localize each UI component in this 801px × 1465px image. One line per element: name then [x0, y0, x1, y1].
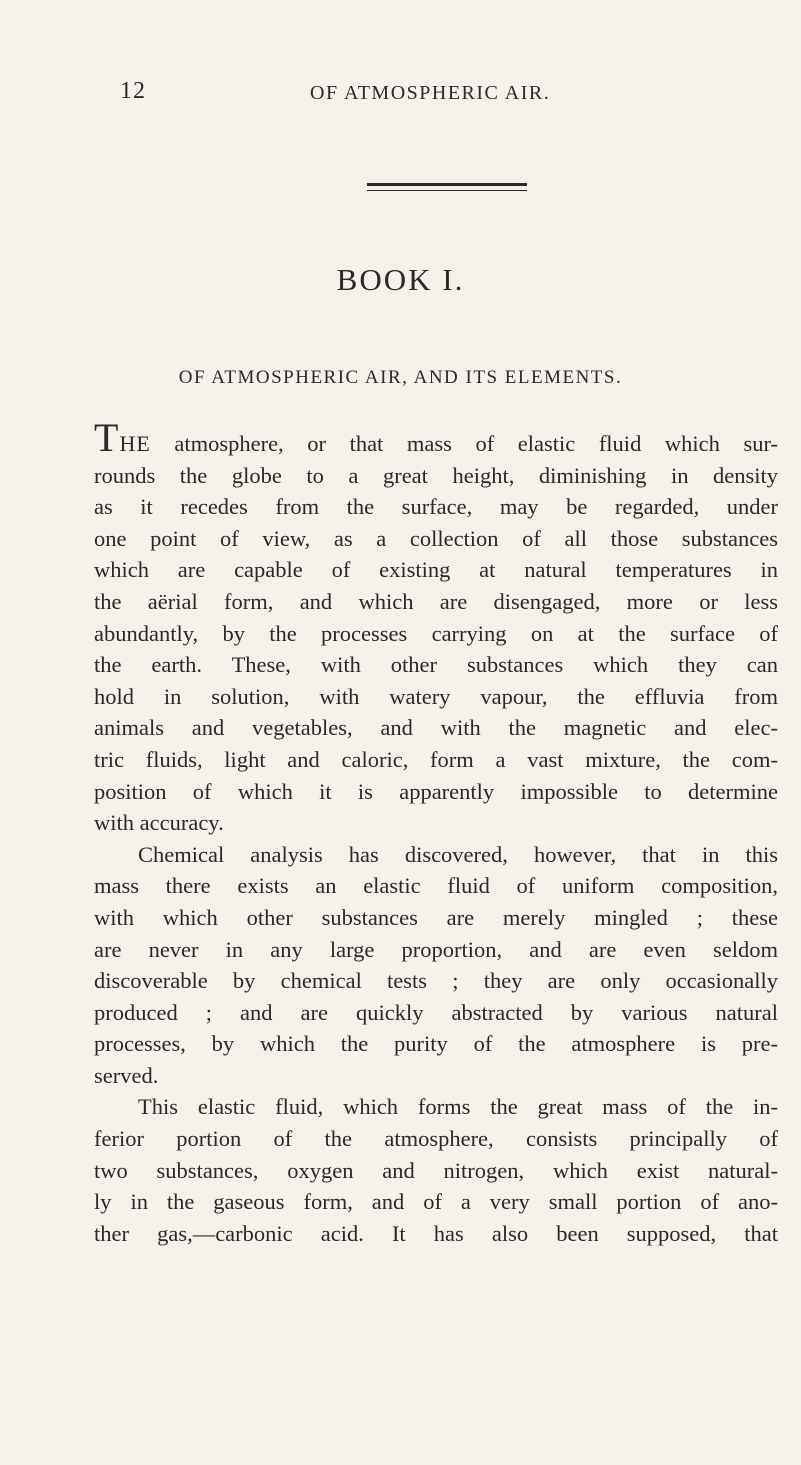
text-line: with which other substances are merely mingled ; these	[94, 904, 778, 930]
chapter-title: OF ATMOSPHERIC AIR, AND ITS ELEMENTS.	[178, 367, 623, 388]
running-title: OF ATMOSPHERIC AIR.	[310, 82, 551, 104]
book-title: BOOK I.	[336, 262, 465, 297]
running-head	[0, 78, 801, 108]
ornamental-rule-thin	[367, 190, 527, 191]
text-line: rounds the globe to a great height, diminishing in density	[94, 462, 778, 488]
drop-cap: T	[94, 415, 119, 460]
text-line: the earth. These, with other substances which they can	[94, 652, 778, 678]
text-line: position of which it is apparently impossible to determine	[94, 778, 778, 804]
text-line: the aërial form, and which are disengaged, more or less	[94, 588, 778, 614]
text-line: ly in the gaseous form, and of a very small portion of ano-	[94, 1189, 778, 1215]
paragraph-1-line-1: THE atmosphere, or that mass of elastic fluid which sur-	[94, 415, 778, 460]
text-line: ferior portion of the atmosphere, consists principally of	[94, 1126, 778, 1152]
opening-small-caps: HE	[119, 431, 151, 456]
text-line: served.	[94, 1062, 159, 1088]
text-line: hold in solution, with watery vapour, the effluvia from	[94, 683, 778, 709]
text-line: This elastic fluid, which forms the great mass of the in-	[138, 1094, 778, 1120]
text-line: abundantly, by the processes carrying on at the surface of	[94, 620, 778, 646]
body-text	[94, 415, 778, 1249]
text-line: Chemical analysis has discovered, however, that in this	[138, 841, 778, 867]
text-line: which are capable of existing at natural temperatures in	[94, 557, 778, 583]
text-line: animals and vegetables, and with the magnetic and elec-	[94, 715, 778, 741]
text-line: with accuracy.	[94, 810, 224, 836]
text-line: two substances, oxygen and nitrogen, which exist natural-	[94, 1157, 778, 1183]
text-line: tric fluids, light and caloric, form a vast mixture, the com-	[94, 746, 778, 772]
text-line: processes, by which the purity of the atmosphere is pre-	[94, 1031, 778, 1057]
ornamental-rule-thick	[367, 183, 527, 186]
text-line: discoverable by chemical tests ; they are only occasionally	[94, 968, 778, 994]
text-line: mass there exists an elastic fluid of uniform composition,	[94, 873, 778, 899]
text-line: one point of view, as a collection of all those substances	[94, 525, 778, 551]
page-number: 12	[120, 78, 146, 104]
text-line: ther gas,—carbonic acid. It has also been supposed, that	[94, 1220, 778, 1246]
text-line: produced ; and are quickly abstracted by various natural	[94, 999, 778, 1025]
text-line: as it recedes from the surface, may be regarded, under	[94, 494, 778, 520]
text-line: are never in any large proportion, and are even seldom	[94, 936, 778, 962]
